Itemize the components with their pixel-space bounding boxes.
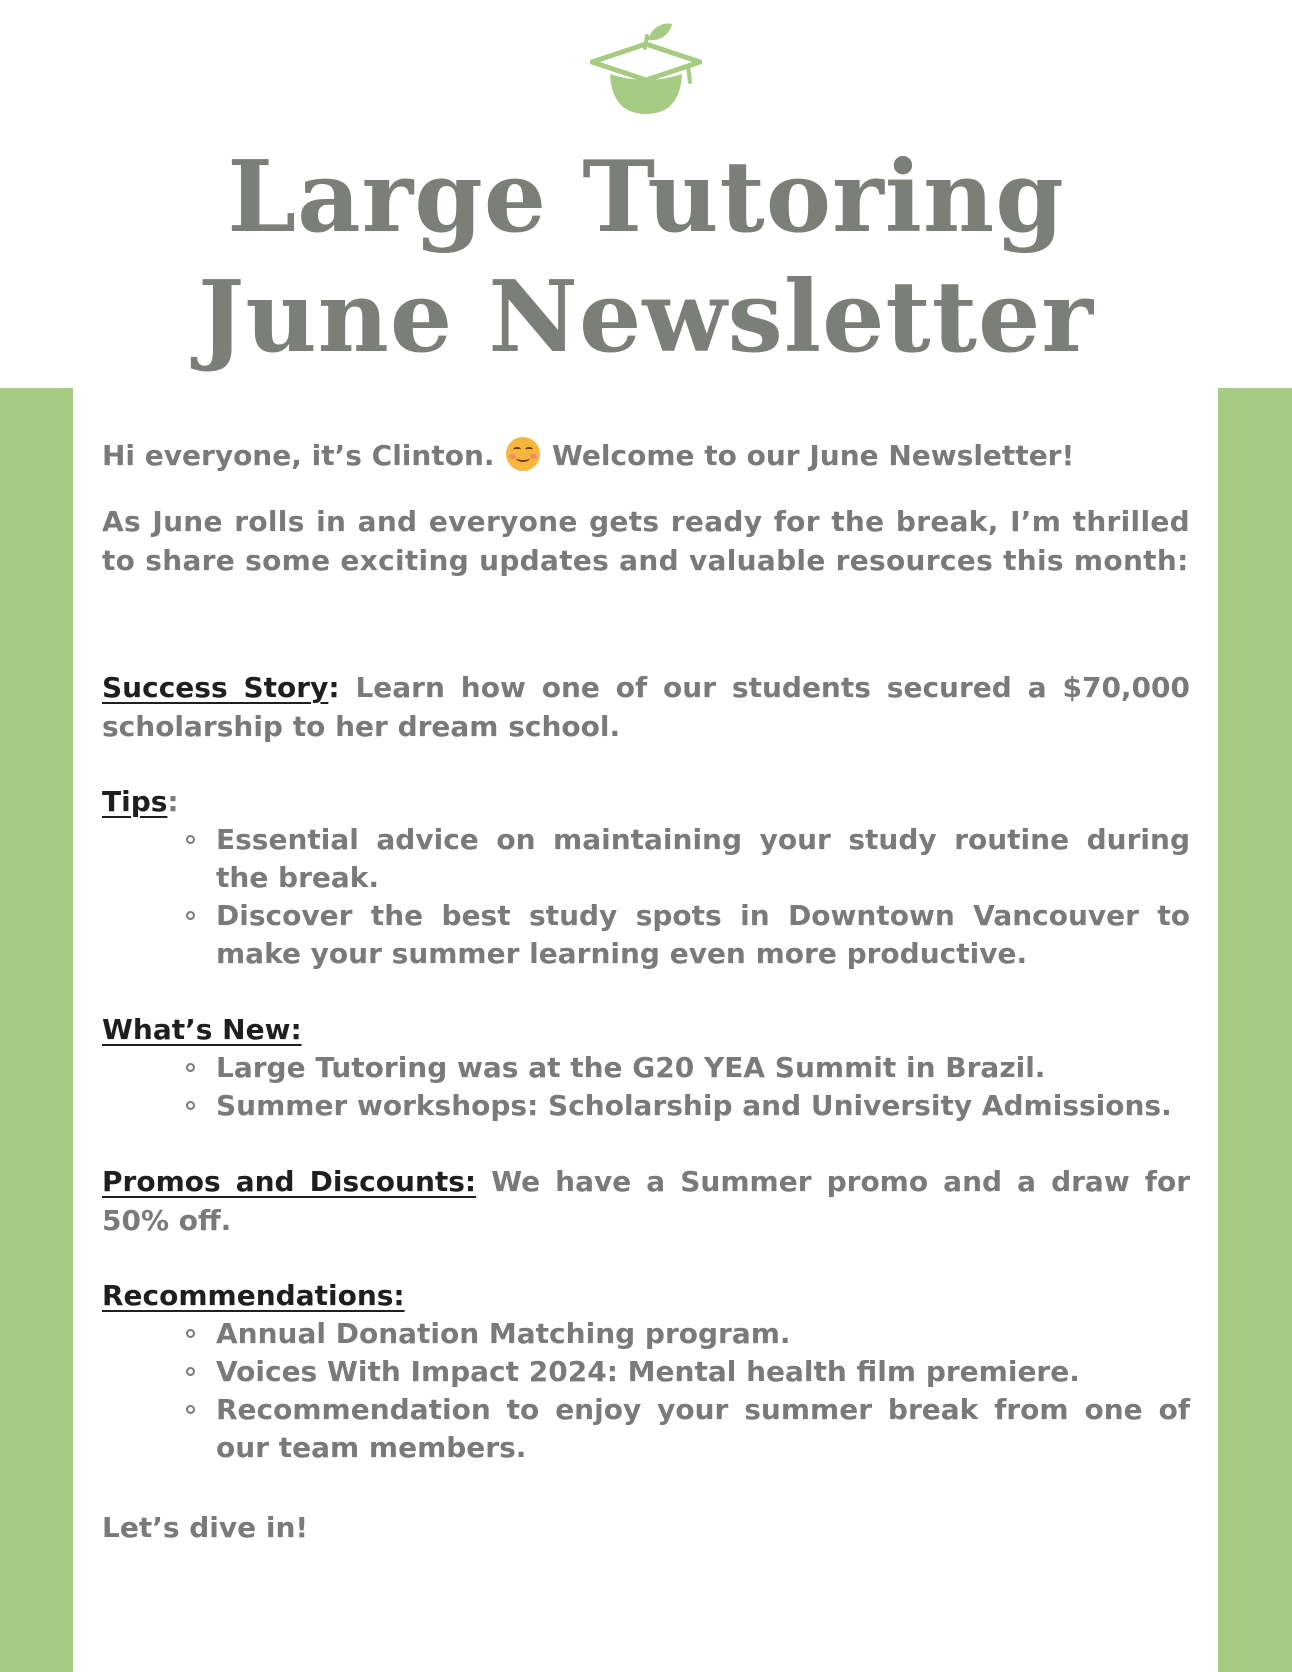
list-item: Summer workshops: Scholarship and University Admissions. [216, 1087, 1190, 1125]
list-item: Essential advice on maintaining your study routine during the break. [216, 821, 1190, 897]
tips-heading: Tips [102, 785, 168, 818]
bullet-icon [186, 1063, 195, 1072]
recommendations-section [102, 1276, 1190, 1467]
greeting-line [102, 436, 1190, 475]
newsletter-title-line-1: Large Tutoring [227, 140, 1065, 255]
closing-line: Let’s dive in! [102, 1511, 309, 1544]
left-accent-band [0, 388, 73, 1672]
newsletter-title-line-2: June Newsletter [198, 260, 1094, 375]
smiling-face-emoji-icon [506, 437, 540, 471]
list-item: Large Tutoring was at the G20 YEA Summit in Brazil. [216, 1049, 1190, 1087]
promos-heading: Promos and Discounts: [102, 1165, 477, 1198]
bullet-icon [186, 911, 195, 920]
list-item: Discover the best study spots in Downtown Vancouver to make your summer learning even more productive. [216, 897, 1190, 973]
success-story-heading: Success Story [102, 671, 329, 704]
recommendations-heading: Recommendations: [102, 1279, 405, 1312]
whats-new-section [102, 1010, 1190, 1125]
success-story-colon: : [328, 671, 340, 704]
promos-section [102, 1162, 1190, 1240]
tips-section [102, 782, 1190, 973]
list-item: Recommendation to enjoy your summer break from one of our team members. [216, 1391, 1190, 1467]
promos-text: We have a Summer promo and a draw for 50% off. [102, 1165, 1190, 1237]
right-accent-band [1218, 388, 1292, 1672]
whats-new-heading: What’s New: [102, 1013, 302, 1046]
success-story-section [102, 668, 1190, 746]
list-item: Annual Donation Matching program. [216, 1315, 1190, 1353]
bullet-icon [186, 1329, 195, 1338]
intro-paragraph: As June rolls in and everyone gets ready for the break, I’m thrilled to share some exciting updates and valuable resources this month: [102, 505, 1190, 577]
greeting-before: Hi everyone, it’s Clinton. [102, 439, 495, 472]
bullet-icon [186, 1405, 195, 1414]
graduation-cap-apple-icon [590, 18, 702, 114]
recommendations-list [102, 1315, 1190, 1467]
tips-colon: : [167, 785, 179, 818]
greeting-after: Welcome to our June Newsletter! [552, 439, 1075, 472]
bullet-icon [186, 1101, 195, 1110]
whats-new-list [102, 1049, 1190, 1125]
tips-list [102, 821, 1190, 973]
list-item: Voices With Impact 2024: Mental health film premiere. [216, 1353, 1190, 1391]
bullet-icon [186, 1367, 195, 1376]
success-story-text: Learn how one of our students secured a $70,000 scholarship to her dream school. [102, 671, 1191, 743]
bullet-icon [186, 835, 195, 844]
